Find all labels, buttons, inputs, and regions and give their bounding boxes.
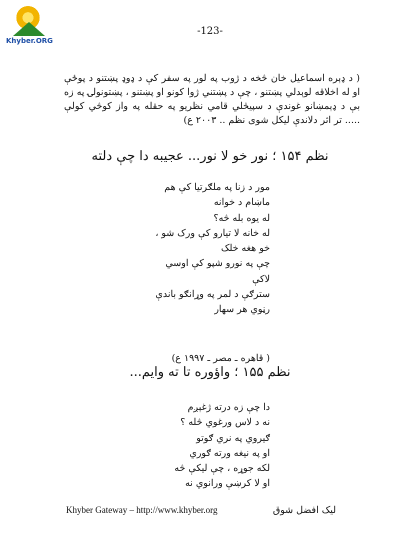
poem-line: او په نيغه ورته ګوري <box>189 447 270 459</box>
logo-text: Khyber.ORG <box>6 37 53 45</box>
poem-line: له يوه بله څه؟ <box>213 212 270 224</box>
poem-line: ماښام د خوانه <box>213 197 270 209</box>
footer-author: ليک افضل شوق <box>272 505 336 516</box>
poem-line: لکه جوړه ، چې ليکې څه <box>174 463 270 475</box>
poem-line: نه د لاس ورغوي څله ؟ <box>180 417 270 429</box>
poem-155-body <box>70 400 270 492</box>
poem-154-title: نظم ۱۵۴ ؛ نور خو لا نور... عجيبه دا چې دلته <box>91 149 329 164</box>
poem-line: لاکې <box>252 273 270 285</box>
poem-line: خو هغه خلک <box>220 243 270 255</box>
poem-line: له خانه لا تيارو کې ورک شو ، <box>155 227 270 239</box>
footer-site-link[interactable]: Khyber Gateway – http://www.khyber.org <box>66 505 218 515</box>
poem-155-title: نظم ۱۵۵ ؛ واؤوره تا ته وايم... <box>129 365 291 380</box>
poem-154-body <box>70 180 270 318</box>
poem-line: دا چې زه درته ژغېږم <box>187 402 270 413</box>
poem-line: چې په نورو شپو کې اوسي <box>165 258 270 270</box>
poem-line: سترګې د لمر په وړانګو باندې <box>155 289 270 301</box>
poem-line: او لا کرښې ورانوي نه <box>185 478 270 490</box>
poem-line: ګيروي په نري ګوتو <box>196 432 270 444</box>
page-number: -123- <box>197 26 223 37</box>
poem-line: مور د زنا په ملګرتيا کې هم <box>164 182 270 193</box>
intro-paragraph: ( د ډېره اسماعيل خان څخه د ژوب په لور په سفر کې د ډوډ پښتنو د پوځې او له اخلاقه لوېدلي پښتنو ، چې د پښتني ژوا کونو او پښتنو ، پښتونولۍ په زه بې د ډېمښانو غوندې د سپيڅلي قامي نظريو په حقله په واز کوڅي کولې ..... تر اثر دلاندې ليکل شوی نظم .. ۲۰۰۳ ع) <box>64 73 360 126</box>
poem-154-source: ( قاهره ـ مصر ـ ۱۹۹۷ ع) <box>171 353 270 364</box>
poem-line: رڼوي هر سهار <box>214 304 270 316</box>
